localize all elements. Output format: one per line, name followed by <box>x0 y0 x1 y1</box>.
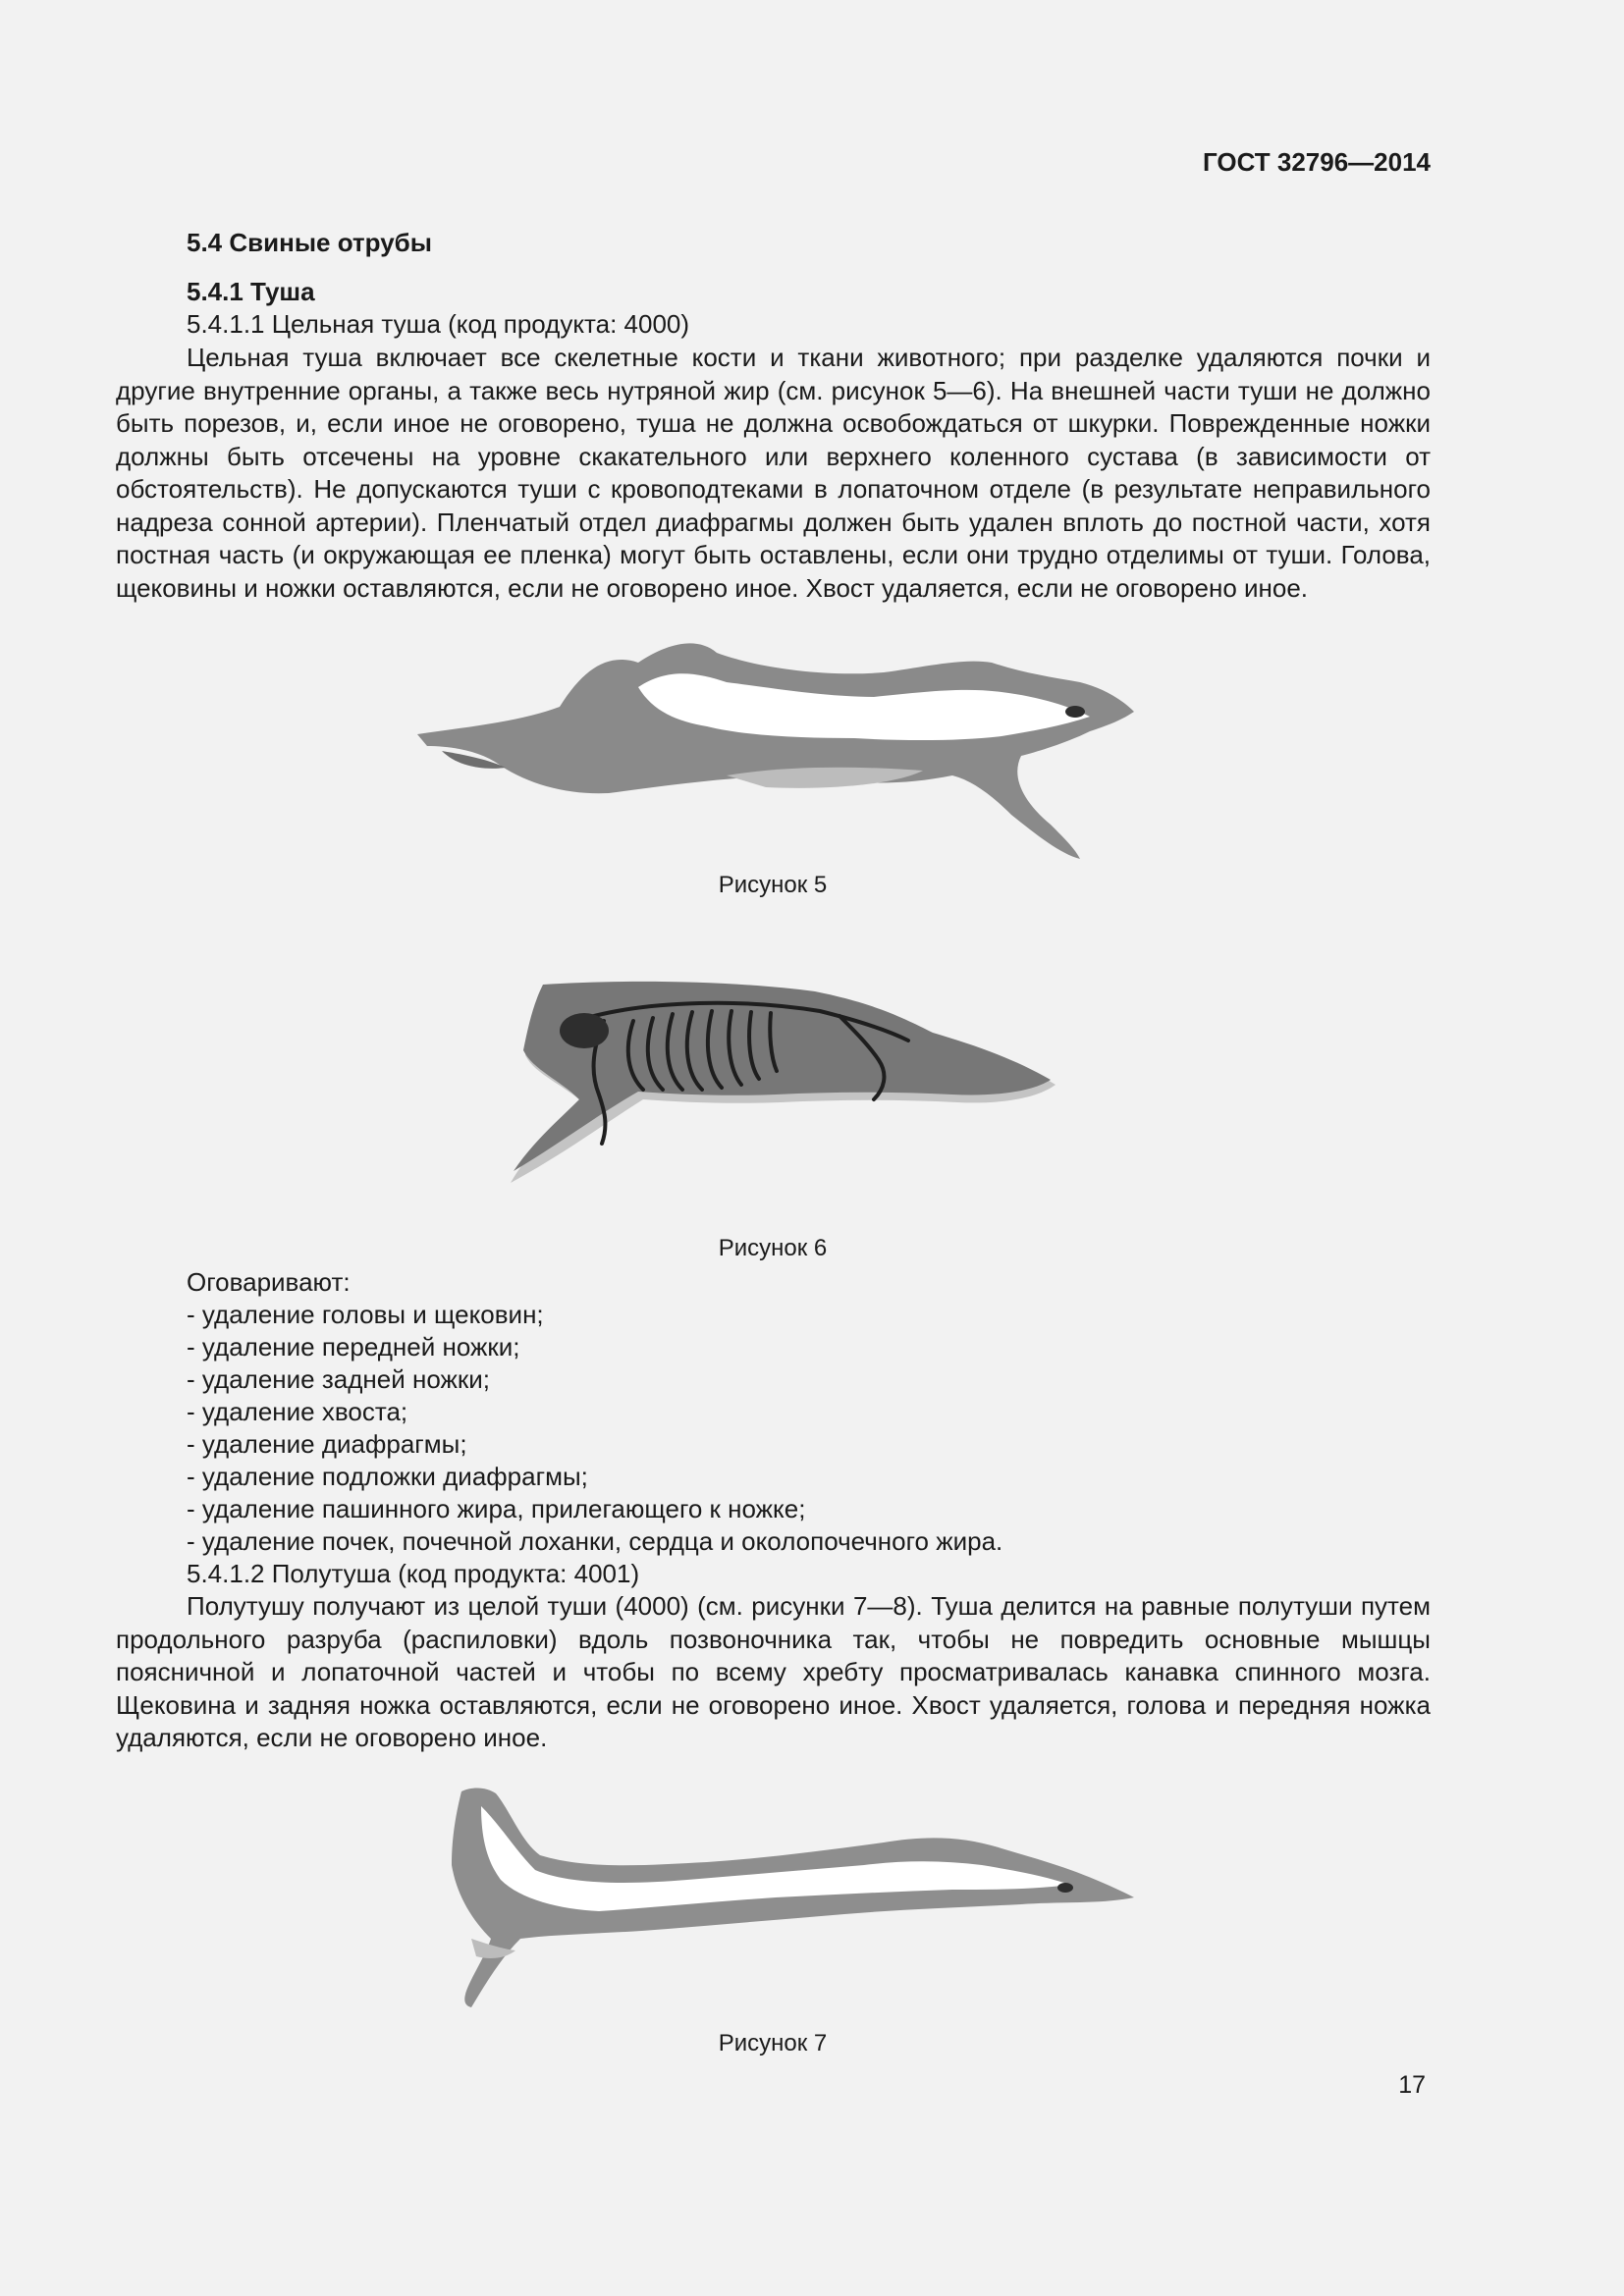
figure-5-caption: Рисунок 5 <box>718 872 828 898</box>
paragraph-whole-carcass <box>116 342 1431 605</box>
list-item: - удаление задней ножки; <box>187 1364 491 1394</box>
figure-5-carcass-image <box>412 628 1139 864</box>
figure-6-caption: Рисунок 6 <box>718 1235 828 1261</box>
item-title-whole-carcass: 5.4.1.1 Цельная туша (код продукта: 4000) <box>187 309 690 339</box>
section-title: 5.4 Свиные отрубы <box>187 228 432 257</box>
list-item: - удаление пашинного жира, прилегающего к ножке; <box>187 1494 806 1523</box>
list-item: - удаление передней ножки; <box>187 1332 520 1362</box>
figure-6-skeleton-image <box>486 977 1065 1188</box>
standard-number: ГОСТ 32796—2014 <box>1203 147 1431 177</box>
figure-7-half-carcass-image <box>412 1782 1139 2017</box>
list-item: - удаление диафрагмы; <box>187 1429 467 1459</box>
paragraph-half-carcass <box>116 1590 1431 1755</box>
item-title-half-carcass: 5.4.1.2 Полутуша (код продукта: 4001) <box>187 1559 640 1588</box>
list-item: - удаление головы и щековин; <box>187 1300 544 1329</box>
list-item: - удаление подложки диафрагмы; <box>187 1462 588 1491</box>
list-item: - удаление хвоста; <box>187 1397 408 1426</box>
figure-7-caption: Рисунок 7 <box>718 2030 828 2056</box>
subsection-title: 5.4.1 Туша <box>187 277 315 306</box>
options-intro: Оговаривают: <box>187 1267 351 1297</box>
list-item: - удаление почек, почечной лоханки, сердца и околопочечного жира. <box>187 1526 1003 1556</box>
options-list <box>187 1266 1002 1590</box>
paragraph-text: Полутушу получают из целой туши (4000) (см. рисунки 7—8). Туша делится на равные полутуши путем продольного разруба (распиловки) вдоль позвоночника так, чтобы не повредить основные мышцы поясничной и лопаточной частей и чтобы по всему хребту просматривалась канавка спинного мозга. Щековина и задняя ножка оставляются, если не оговорено иное. Хвост удаляется, голова и передняя ножка удаляются, если не оговорено иное. <box>116 1591 1431 1752</box>
page-number: 17 <box>1398 2071 1426 2099</box>
paragraph-text: Цельная туша включает все скелетные кости и ткани животного; при разделке удаляются почки и другие внутренние органы, а также весь нутряной жир (см. рисунок 5—6). На внешней части туши не должно быть порезов, и, если иное не оговорено, туша не должна освобождаться от шкурки. Поврежденные ножки должны быть отсечены на уровне скакательного или верхнего коленного сустава (в зависимости от обстоятельств). Не допускаются туши с кровоподтеками в лопаточном отделе (в результате неправильного надреза сонной артерии). Пленчатый отдел диафрагмы должен быть удален вплоть до постной части, хотя постная часть (и окружающая ее пленка) могут быть оставлены, если они трудно отделимы от туши. Голова, щековины и ножки оставляются, если не оговорено иное. Хвост удаляется, если не оговорено иное. <box>116 343 1431 603</box>
